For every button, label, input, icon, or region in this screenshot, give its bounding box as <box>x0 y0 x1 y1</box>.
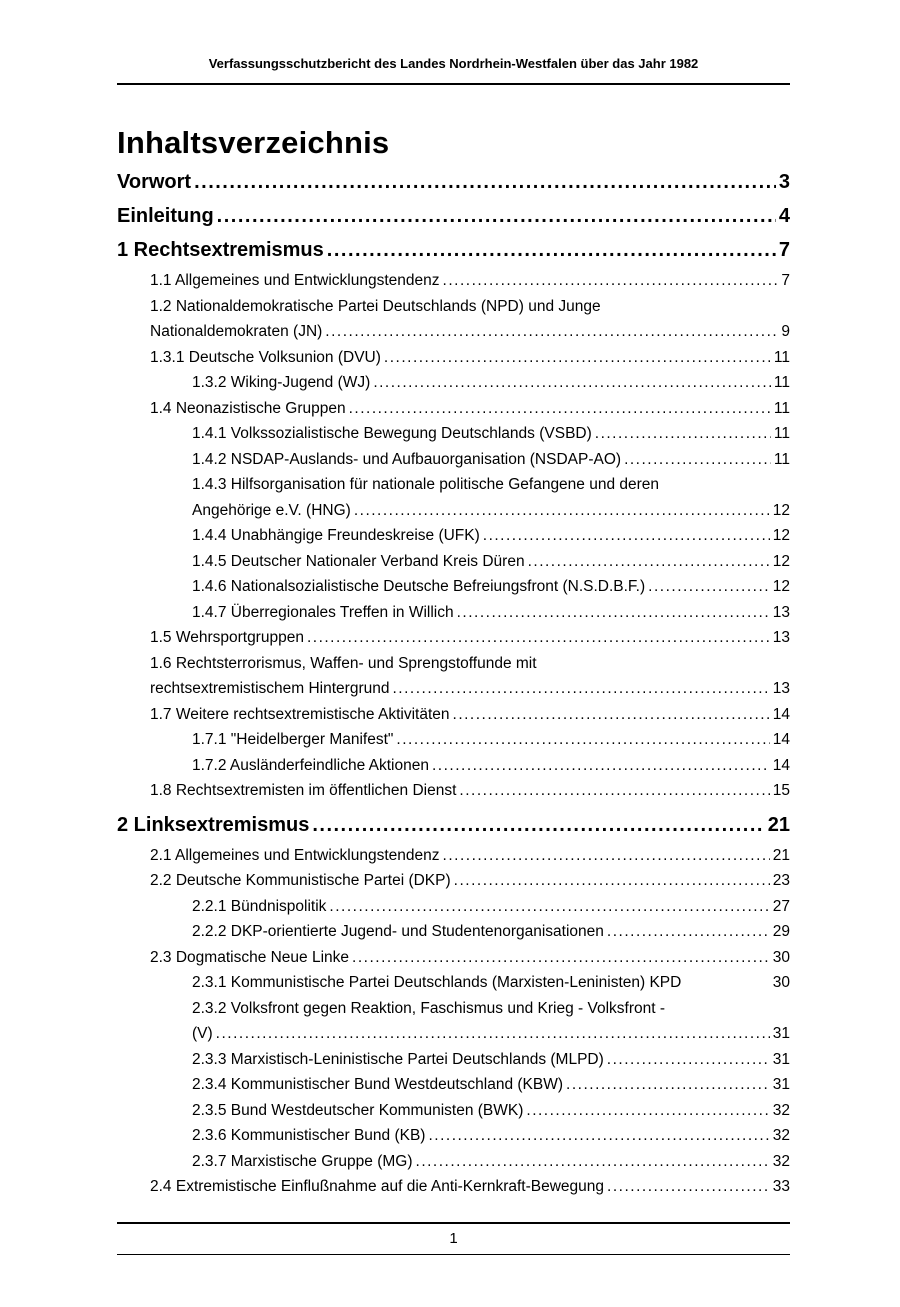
toc-page-number: 9 <box>781 323 790 340</box>
toc-entry-text: 2.2.1 Bündnispolitik <box>192 897 327 915</box>
document-footer <box>117 1200 790 1307</box>
toc-page-number: 11 <box>773 399 790 417</box>
toc-page-number: 13 <box>772 629 790 646</box>
toc-entry-text: 2.2 Deutsche Kommunistische Partei (DKP) <box>150 872 451 889</box>
toc-entry <box>117 727 790 753</box>
toc-entry-text-line: 1.4.3 Hilfsorganisation für nationale politische Gefangene und deren <box>192 476 660 493</box>
toc-entry-text: 1.3.2 Wiking-Jugend (WJ) <box>192 374 371 391</box>
toc-dot-leader <box>384 345 771 371</box>
toc-dot-leader <box>483 523 770 549</box>
toc-dot-leader <box>607 1174 770 1200</box>
toc-entry-wrapped-lines <box>150 651 790 677</box>
toc-entry-text: 1.4.7 Überregionales Treffen in Willich <box>192 603 454 621</box>
toc-entry <box>117 294 790 345</box>
toc-entry <box>117 345 790 371</box>
toc-entry-text: 1.3.1 Deutsche Volksunion (DVU) <box>150 348 381 366</box>
toc-entry-text: 1.4.2 NSDAP-Auslands- und Aufbauorganisation (NSDAP-AO) <box>192 450 622 468</box>
toc-dot-leader <box>373 370 771 396</box>
toc-entry <box>117 702 790 728</box>
toc-entry-text: 1.7 Weitere rechtsextremistische Aktivitäten <box>150 705 450 723</box>
toc-entry-text: (V) <box>192 1025 213 1042</box>
toc-entry-text: 1.5 Wehrsportgruppen <box>150 629 304 646</box>
toc-entry <box>117 447 790 473</box>
toc-entry-text: 2.3.4 Kommunistischer Bund Westdeutschland (KBW) <box>192 1076 564 1093</box>
toc-page-number: 31 <box>772 1050 790 1068</box>
toc-entry-text: 2.2.2 DKP-orientierte Jugend- und Studentenorganisationen <box>192 923 604 940</box>
toc-entry <box>117 574 790 600</box>
toc-page-number: 31 <box>772 1025 790 1042</box>
toc-page-number: 13 <box>772 603 790 621</box>
toc-dot-leader <box>457 600 770 626</box>
toc-dot-leader <box>392 676 769 702</box>
toc-entry <box>117 778 790 804</box>
toc-entry <box>117 625 790 651</box>
toc-entry <box>117 1174 790 1200</box>
toc-entry-text: 1.4.1 Volkssozialistische Bewegung Deutschlands (VSBD) <box>192 425 592 442</box>
toc-entry <box>117 651 790 702</box>
toc-dot-leader <box>329 894 769 920</box>
toc-entry <box>117 868 790 894</box>
toc-dot-leader <box>354 498 770 524</box>
toc-entry-text: 1.1 Allgemeines und Entwicklungstendenz <box>150 272 440 289</box>
footer-rule-bottom <box>117 1254 790 1255</box>
toc-page-number: 7 <box>778 239 790 261</box>
toc-entry-text: 2.3.7 Marxistische Gruppe (MG) <box>192 1152 413 1170</box>
toc-entry <box>117 1072 790 1098</box>
toc-dot-leader <box>566 1072 770 1098</box>
toc-entry <box>117 549 790 575</box>
toc-entry-text-line: 2.3.2 Volksfront gegen Reaktion, Faschismus und Krieg - Volksfront - <box>192 999 665 1017</box>
toc-dot-leader <box>432 753 770 779</box>
toc-dot-leader <box>352 945 770 971</box>
toc-entry <box>117 1149 790 1175</box>
toc-page-number: 33 <box>772 1178 790 1195</box>
toc-entry-text: 1.4.5 Deutscher Nationaler Verband Kreis Düren <box>192 552 525 570</box>
toc-entry-text: 1.4 Neonazistische Gruppen <box>150 399 346 417</box>
toc-entry <box>117 945 790 971</box>
toc-entry-text: Einleitung <box>117 205 214 227</box>
page-title: Inhaltsverzeichnis <box>117 125 390 160</box>
toc-dot-leader <box>216 1021 770 1047</box>
toc-page-number: 29 <box>772 923 790 940</box>
toc-dot-leader <box>648 574 770 600</box>
toc-dot-leader <box>349 396 771 422</box>
toc-entry-text: 2.4 Extremistische Einflußnahme auf die Anti-Kernkraft-Bewegung <box>150 1178 605 1195</box>
toc-entry-text: 2 Linksextremismus <box>117 813 310 836</box>
toc-entry-text: 2.3 Dogmatische Neue Linke <box>150 948 350 966</box>
running-header-title: Verfassungsschutzbericht des Landes Nordrhein-Westfalen über das Jahr 1982 <box>208 56 699 71</box>
toc-page-number: 4 <box>778 205 790 227</box>
toc-entry-wrapped-lines <box>192 996 790 1022</box>
toc-page-number: 32 <box>772 1101 790 1119</box>
toc-entry <box>117 894 790 920</box>
toc-page-number: 32 <box>772 1152 790 1170</box>
toc-entry-text: 1.8 Rechtsextremisten im öffentlichen Dienst <box>150 782 457 799</box>
toc-entry <box>117 812 790 838</box>
toc-entry-text: 1.7.1 "Heidelberger Manifest" <box>192 731 394 748</box>
toc-page-number: 14 <box>772 705 790 723</box>
toc-entry <box>117 600 790 626</box>
toc-page-number: 7 <box>781 272 790 289</box>
toc-entry-text: Angehörige e.V. (HNG) <box>192 501 351 519</box>
toc-page-number: 12 <box>772 527 790 544</box>
toc-dot-leader <box>428 1123 769 1149</box>
toc-page-number: 11 <box>773 450 790 468</box>
toc-entry-text-line: 1.2 Nationaldemokratische Partei Deutschlands (NPD) und Junge <box>150 297 601 315</box>
toc-dot-leader <box>327 237 776 263</box>
toc-dot-leader <box>217 203 776 229</box>
toc-page-number: 3 <box>778 171 790 193</box>
toc-page-number: 11 <box>773 425 790 442</box>
toc-page-number: 30 <box>772 974 790 991</box>
toc-entry-wrapped-lines <box>150 294 790 320</box>
footer-page-number: 1 <box>449 1229 458 1247</box>
toc-dot-leader <box>325 319 778 345</box>
toc-dot-leader <box>416 1149 770 1175</box>
toc-dot-leader <box>396 727 769 753</box>
toc-entry-text: 1.7.2 Ausländerfeindliche Aktionen <box>192 756 429 774</box>
toc-entry-text: rechtsextremistischem Hintergrund <box>150 680 390 697</box>
toc-entry-text: 1 Rechtsextremismus <box>117 239 324 261</box>
toc-entry <box>117 996 790 1047</box>
toc-page-number: 14 <box>772 756 790 774</box>
toc-entry <box>117 421 790 447</box>
toc-entry <box>117 237 790 263</box>
toc-dot-leader <box>312 812 764 838</box>
toc-entry-text: 1.4.6 Nationalsozialistische Deutsche Befreiungsfront (N.S.D.B.F.) <box>192 578 646 595</box>
toc-entry <box>117 753 790 779</box>
toc-dot-leader <box>459 778 769 804</box>
toc-page-number: 14 <box>772 731 790 748</box>
toc-page-number: 11 <box>773 348 790 366</box>
toc-entry-text: 2.3.6 Kommunistischer Bund (KB) <box>192 1127 426 1144</box>
toc-entry-text: Nationaldemokraten (JN) <box>150 323 323 340</box>
toc-page-number: 12 <box>772 552 790 570</box>
toc-page-number: 30 <box>772 948 790 966</box>
document-header <box>117 56 790 85</box>
toc-entry <box>117 472 790 523</box>
toc-page-number: 27 <box>772 897 790 915</box>
toc-entry-text: 2.1 Allgemeines und Entwicklungstendenz <box>150 846 440 864</box>
toc-dot-leader <box>454 868 770 894</box>
toc-entry-text-line: 1.6 Rechtsterrorismus, Waffen- und Sprengstoffunde mit <box>150 654 537 672</box>
toc-entry-wrapped-lines <box>192 472 790 498</box>
toc-dot-leader <box>607 1047 770 1073</box>
toc-page-number: 21 <box>767 813 790 836</box>
toc-page-number: 23 <box>772 872 790 889</box>
toc-page-number: 15 <box>772 782 790 799</box>
toc-dot-leader <box>194 169 776 195</box>
toc-entry <box>117 169 790 195</box>
toc-page-number: 12 <box>772 578 790 595</box>
toc-entry-text: 2.3.5 Bund Westdeutscher Kommunisten (BWK) <box>192 1101 524 1119</box>
toc-dot-leader <box>453 702 770 728</box>
toc-dot-leader <box>607 919 770 945</box>
toc-entry <box>117 1047 790 1073</box>
toc-entry <box>117 919 790 945</box>
toc-list <box>117 169 790 1200</box>
document-body <box>117 85 790 1200</box>
toc-entry <box>117 1098 790 1124</box>
toc-page-number: 12 <box>772 501 790 519</box>
toc-entry <box>117 370 790 396</box>
toc-dot-leader <box>528 549 770 575</box>
toc-dot-leader <box>443 268 779 294</box>
toc-entry-text: 2.3.1 Kommunistische Partei Deutschlands (Marxisten-Leninisten) KPD <box>192 974 682 991</box>
toc-dot-leader <box>595 421 771 447</box>
toc-dot-leader <box>443 843 770 869</box>
toc-entry <box>117 843 790 869</box>
toc-entry <box>117 1123 790 1149</box>
toc-page-number: 11 <box>773 374 790 391</box>
toc-entry <box>117 970 790 996</box>
toc-page-number: 13 <box>772 680 790 697</box>
toc-dot-leader <box>307 625 770 651</box>
toc-entry-text: 1.4.4 Unabhängige Freundeskreise (UFK) <box>192 527 480 544</box>
toc-entry <box>117 523 790 549</box>
toc-page-number: 31 <box>772 1076 790 1093</box>
toc-entry-text: Vorwort <box>117 171 192 193</box>
toc-entry <box>117 396 790 422</box>
toc-entry <box>117 203 790 229</box>
toc-entry-text: 2.3.3 Marxistisch-Leninistische Partei Deutschlands (MLPD) <box>192 1050 604 1068</box>
toc-dot-leader <box>526 1098 769 1124</box>
toc-page-number: 32 <box>772 1127 790 1144</box>
toc-entry <box>117 268 790 294</box>
toc-dot-leader <box>624 447 771 473</box>
toc-page-number: 21 <box>772 846 790 864</box>
